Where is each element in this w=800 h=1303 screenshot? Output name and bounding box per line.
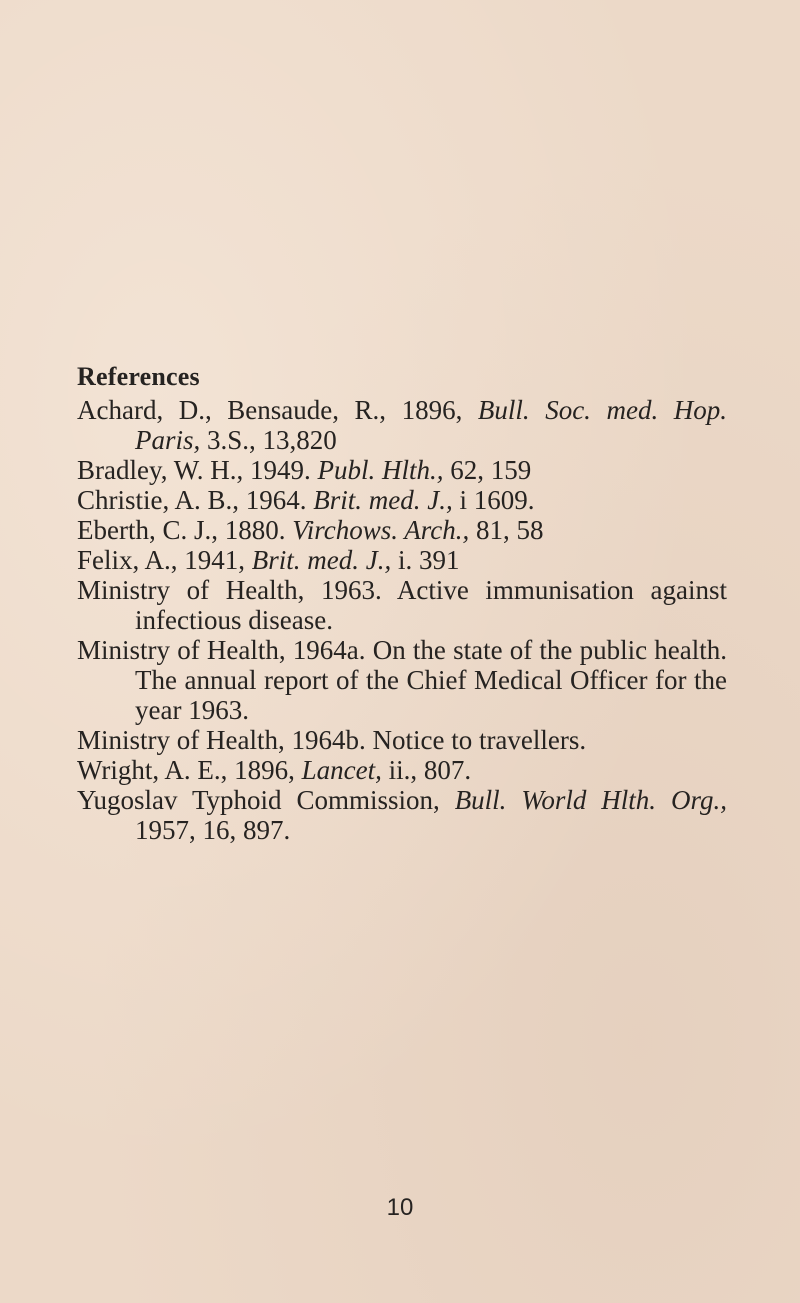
reference-item: Christie, A. B., 1964. Brit. med. J., i 1609. [77,485,535,515]
reference-item: Ministry of Health, 1964a. On the state of the public health. The annual report of the Chief Medical Officer for the year 1963. [77,635,727,725]
reference-item: Eberth, C. J., 1880. Virchows. Arch., 81, 58 [77,515,544,545]
reference-item: Felix, A., 1941, Brit. med. J., i. 391 [77,545,460,575]
reference-item: Ministry of Health, 1964b. Notice to travellers. [77,725,587,755]
reference-item: Ministry of Health, 1963. Active immunisation against infectious disease. [77,575,727,635]
references-heading: References [77,362,200,391]
reference-item: Yugoslav Typhoid Commission, Bull. World Hlth. Org., 1957, 16, 897. [77,785,727,845]
reference-item: Wright, A. E., 1896, Lancet, ii., 807. [77,755,472,785]
reference-list [77,395,727,845]
reference-item: Achard, D., Bensaude, R., 1896, Bull. Soc. med. Hop. Paris, 3.S., 13,820 [77,395,727,455]
page-number: 10 [386,1194,414,1221]
reference-item: Bradley, W. H., 1949. Publ. Hlth., 62, 159 [77,455,532,485]
